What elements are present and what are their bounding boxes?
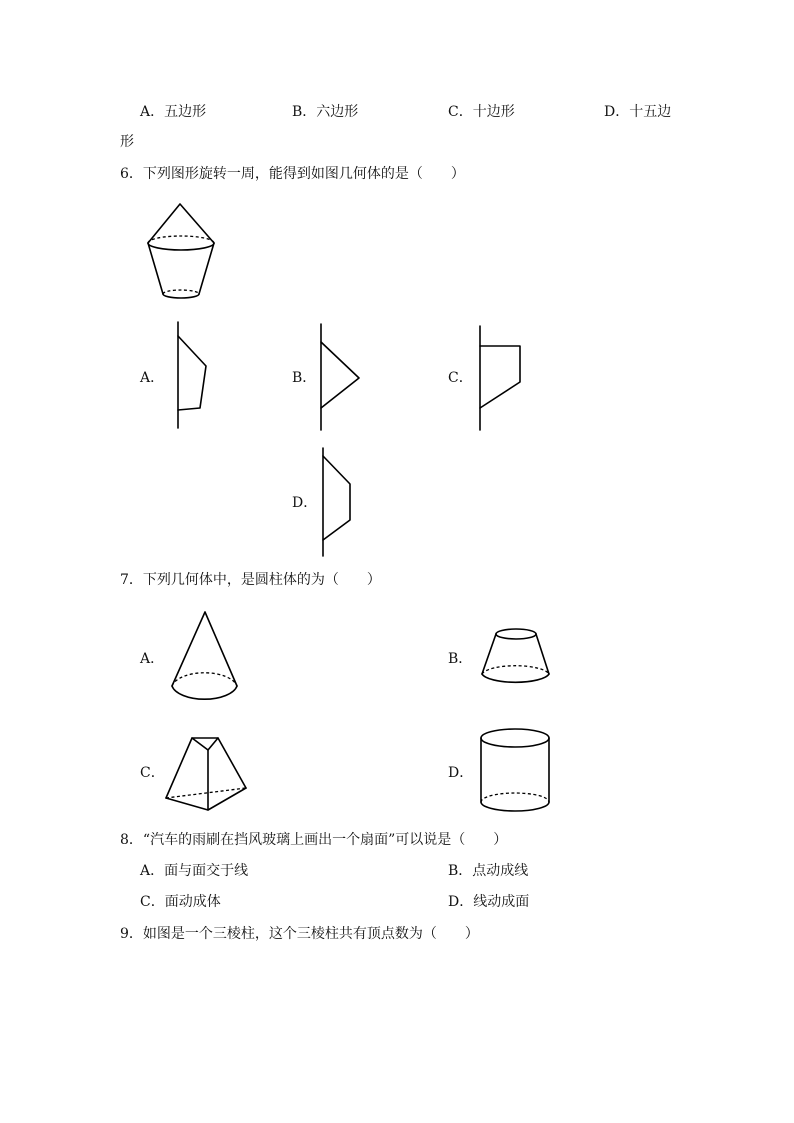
q7-label-c: C． [140, 765, 165, 781]
q6-option-c-figure [473, 322, 528, 434]
q6-label-d: D． [292, 495, 318, 511]
q8-option-b: B．点动成线 [448, 863, 529, 879]
q5-option-d: D．十五边 [604, 104, 672, 120]
q6-option-a-figure [170, 318, 215, 433]
q7-option-b-frustum [476, 624, 556, 688]
q8-option-d: D．线动成面 [448, 894, 530, 910]
q8-stem: 8．“汽车的雨刷在挡风玻璃上画出一个扇面”可以说是（ ） [120, 832, 508, 848]
q7-option-d-cylinder [476, 724, 556, 820]
q7-option-a-cone [166, 608, 244, 710]
q5-option-a: A．五边形 [140, 104, 207, 120]
q5-option-b: B．六边形 [292, 104, 359, 120]
q5-option-c: C．十边形 [448, 104, 515, 120]
q6-solid-figure [138, 198, 228, 306]
q6-stem: 6．下列图形旋转一周，能得到如图几何体的是（ ） [120, 166, 465, 182]
q7-label-b: B． [448, 651, 473, 667]
q7-label-a: A． [140, 651, 165, 667]
q6-option-b-figure [314, 320, 366, 433]
q7-stem: 7．下列几何体中，是圆柱体的为（ ） [120, 572, 381, 588]
q8-option-a: A．面与面交于线 [140, 863, 249, 879]
q7-label-d: D． [448, 765, 474, 781]
q6-label-b: B． [292, 370, 317, 386]
q6-option-d-figure [316, 444, 361, 560]
q5-option-d-wrap: 形 [120, 134, 134, 150]
q6-label-c: C． [448, 370, 473, 386]
q7-option-c-frustum [160, 730, 252, 814]
q8-option-c: C．面动成体 [140, 894, 221, 910]
q6-label-a: A． [140, 370, 165, 386]
q9-stem: 9．如图是一个三棱柱，这个三棱柱共有顶点数为（ ） [120, 926, 479, 942]
